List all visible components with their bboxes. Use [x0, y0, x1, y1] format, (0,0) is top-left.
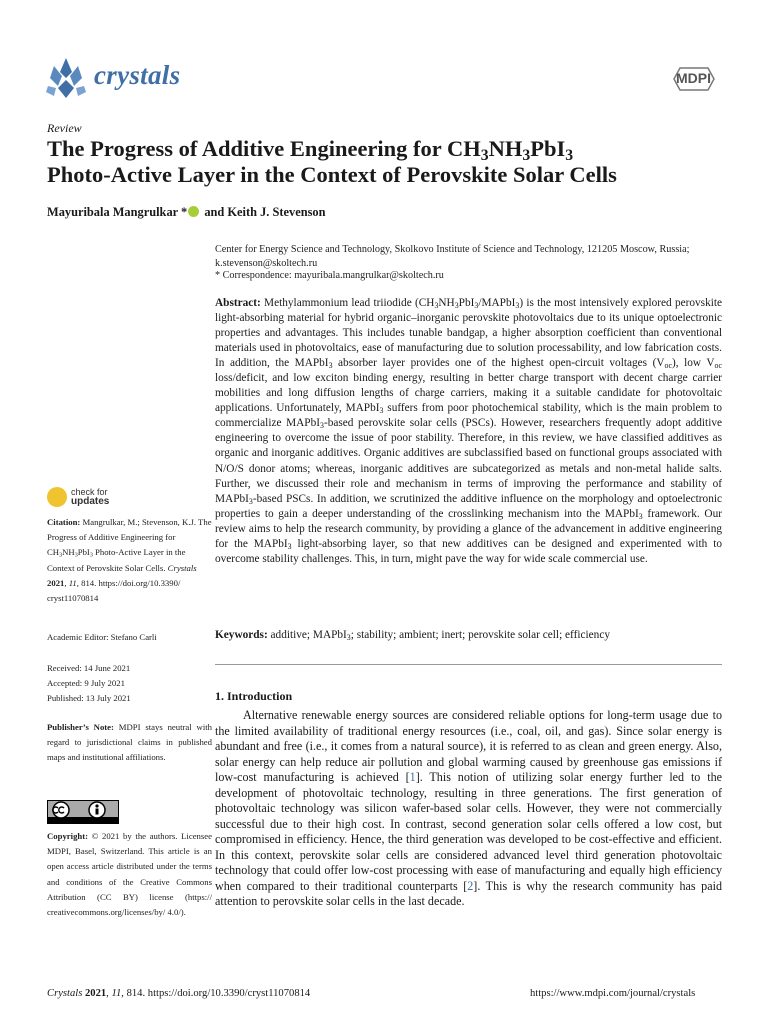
check-for-updates-label[interactable]: updates	[71, 496, 110, 507]
footer-journal-url[interactable]: https://www.mdpi.com/journal/crystals	[530, 988, 696, 999]
reference-link[interactable]: 2	[467, 878, 474, 893]
correspondence: * Correspondence: mayuribala.mangrulkar@skoltech.ru	[215, 270, 444, 281]
author-name: and Keith J. Stevenson	[204, 205, 326, 219]
section-heading: 1. Introduction	[215, 689, 293, 703]
journal-name: crystals	[94, 60, 181, 90]
section-divider	[215, 664, 722, 665]
mdpi-logo-text: MDPI	[676, 70, 711, 86]
creative-commons-icon[interactable]	[47, 800, 119, 824]
footer-citation: Crystals 2021, 11, 814. https://doi.org/10.3390/cryst11070814	[47, 988, 311, 999]
academic-editor: Academic Editor: Stefano Carli	[47, 632, 157, 642]
introduction-paragraph: Alternative renewable energy sources are considered reliable options for long-term usage due to the limited availability of traditional energy resources (i.e., coal, oil, and gas). Since solar energy is abundant and free (i.e., it comes from a natural source), it is referred to as clean and green energy. Also, solar energy can help reduce air pollution and global warming caused by greenhouse gas emissions if low-cost manufacturing is achieved [1]. This notion of utilizing solar energy further led to the development of photovoltaic technology, resulting in three generations. The first generation of photovoltaic technology was silicon wafer-based solar cells. However, they were not commercially successful due to their high cost. In contrast, second generation solar cells offered a low cost, but compromised in efficiency. Hence, the third generation was developed to be cost-effective and efficient. In this context, perovskite solar cells are considered advanced level third generation photovoltaic technology that could offer low-cost processing with ease of manufacturing and equally high efficiency when compared to their traditional counterparts [2]. This is why the research community has paid attention to perovskite solar cells in the last decade.	[215, 708, 723, 908]
accepted-date: Accepted: 9 July 2021	[47, 678, 125, 688]
orcid-icon[interactable]	[188, 206, 199, 217]
article-type: Review	[47, 121, 82, 135]
author-list	[47, 205, 326, 220]
citation: Citation: Mangrulkar, M.; Stevenson, K.J. The Progress of Additive Engineering for $CH_3NH_3PbI_3$ Photo-Active Layer in the Context of Perovskite Solar Cells. Crystals 2021, 11, 814. https://doi.org/10.3390/ cryst11070814	[47, 517, 212, 604]
crystals-logo-icon	[46, 56, 86, 100]
reference-link[interactable]: 1	[409, 770, 416, 784]
affiliation: Center for Energy Science and Technology, Skolkovo Institute of Science and Technology, 121205 Moscow, Russia; k.stevenson@skoltech.ru	[215, 244, 690, 269]
keywords: Keywords: additive; MAPbI$_3$; stability; ambient; inert; perovskite solar cell; efficiency	[215, 629, 610, 642]
published-date: Published: 13 July 2021	[47, 693, 131, 703]
publisher-note: Publisher’s Note: MDPI stays neutral with regard to jurisdictional claims in published maps and institutional affiliations.	[47, 722, 212, 763]
abstract: Abstract: Methylammonium lead triiodide $(CH_3NH_3PbI_3/MAPbI_3)$ is the most intensively explored perovskite light-absorbing material for hybrid organic–inorganic perovskite photovoltaics due to its unique optoelectronic properties and advantages. This includes tunable bandgap, a higher absorption coefficient than conventional materials used in photovoltaics, ease of manufacturing due to solution processability, and low fabrication costs. In addition, the MAPbI$_3$ absorber layer provides one of the highest open-circuit voltages $(V_{oc})$, low $V_{oc}$ loss/deficit, and low exciton binding energy, resulting in better charge transport with decent charge carrier mobilities and long diffusion lengths of charge carriers, making it a suitable candidate for photovoltaic applications. Unfortunately, MAPbI$_3$ suffers from poor photochemical stability, which is the main problem to commercialize MAPbI$_3$-based perovskite solar cells (PSCs). However, researchers frequently adopt additive engineering to overcome the issue of poor stability. Therefore, in this review, we have classified additives as organic and inorganic additives. Organic additives are subclassified based on functional groups associated with N/O/S donor atoms; whereas, inorganic additives are subcategorized as metals and non-metal halide salts. Further, we discussed their role and mechanism in terms of improving the performance and stability of MAPbI$_3$-based PSCs. In addition, we scrutinized the additive influence on the morphology and optoelectronic properties to gain a deeper understanding of the crosslinking mechanism into the MAPbI$_3$ framework. Our review aims to help the research community, by providing a glance of the advancement in additive engineering for the MAPbI$_3$ light-absorbing layer, so that new additives can be designed and experimented with to overcome stability challenges. This, in turn, might pave the way for wide scale commercial use.	[215, 297, 723, 565]
received-date: Received: 14 June 2021	[47, 663, 131, 673]
copyright-notice: Copyright: © 2021 by the authors. Licensee MDPI, Basel, Switzerland. This article is an open access article distributed under the terms and conditions of the Creative Commons Attribution (CC BY) license (https:// creativecommons.org/licenses/by/ 4.0/).	[47, 831, 212, 918]
check-for-updates-icon[interactable]	[47, 487, 67, 507]
article-title: The Progress of Additive Engineering for $CH_3NH_3PbI_3$ Photo-Active Layer in the Context of Perovskite Solar Cells	[47, 136, 617, 187]
check-for-updates-label[interactable]: check for	[71, 487, 108, 497]
author-name: Mayuribala Mangrulkar *	[47, 205, 188, 219]
